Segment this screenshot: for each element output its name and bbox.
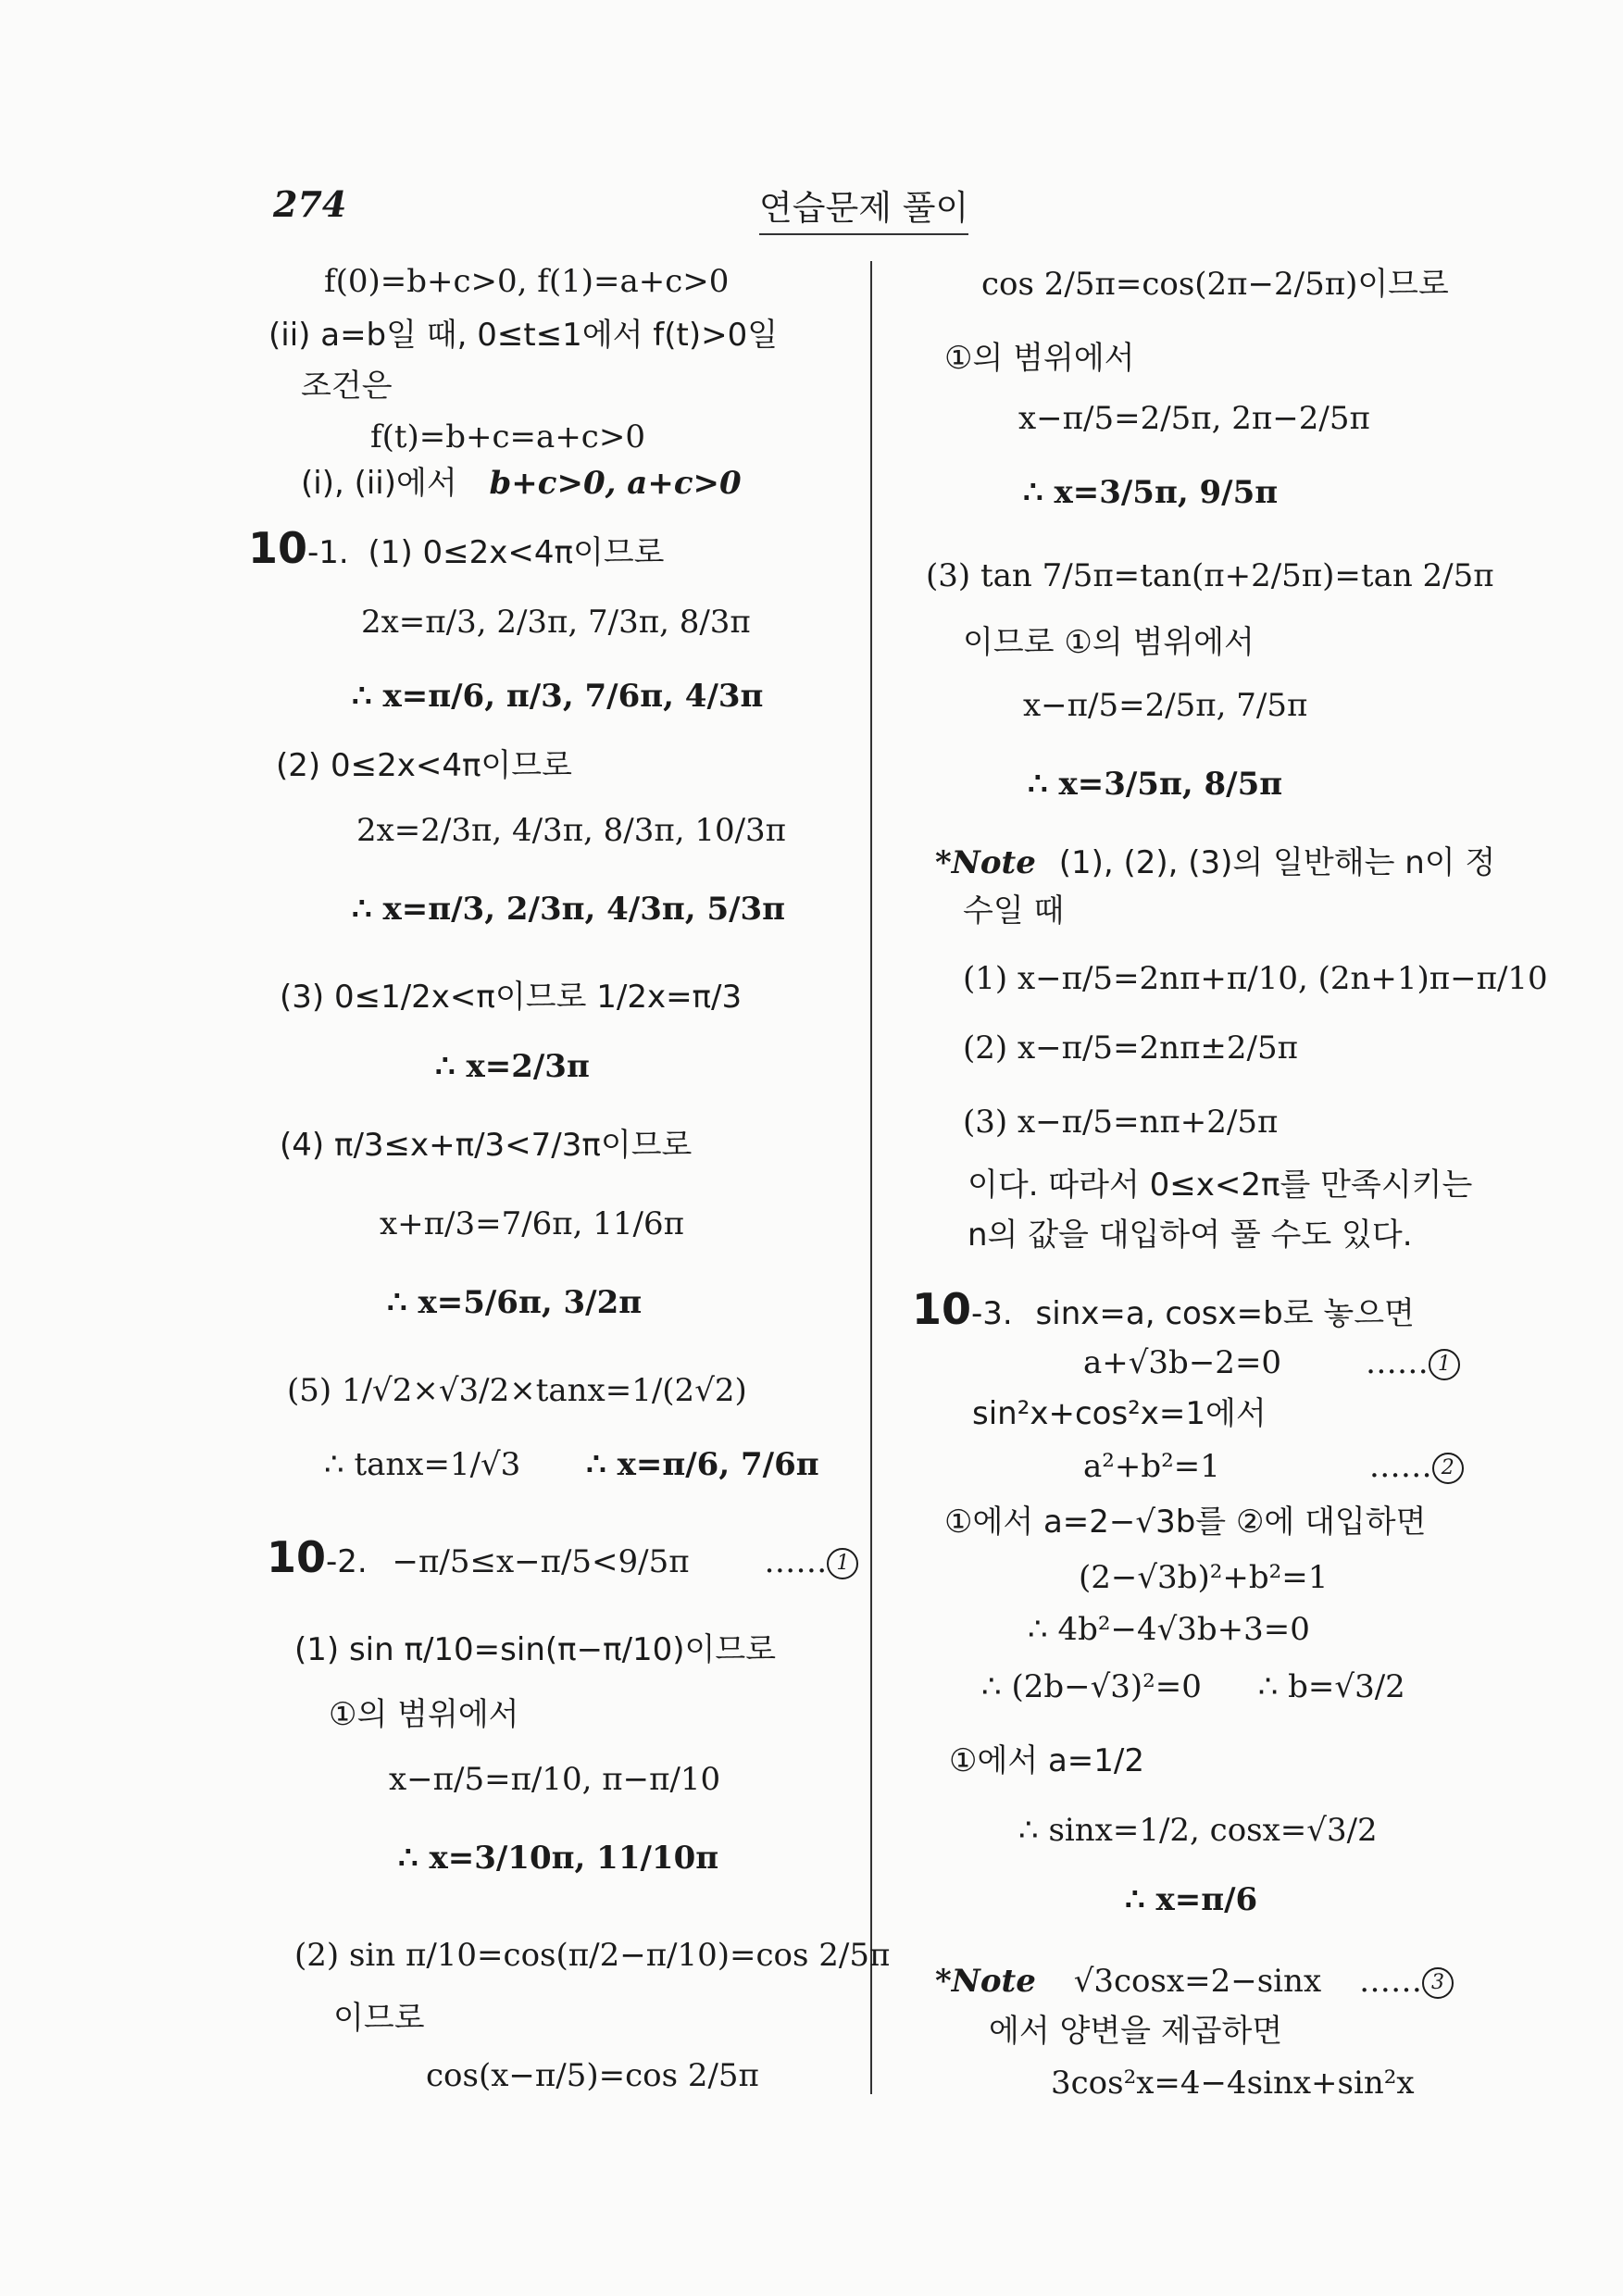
problem-10-3-line-8 <box>981 1666 1405 1707</box>
problem-10-3-line-2 <box>1083 1342 1460 1383</box>
problem-10-3-line-10: ∴ sinx=1/2, cosx=√3/2 <box>1018 1812 1378 1849</box>
problem-10-1-line-10: x+π/3=7/6π, 11/6π <box>380 1205 684 1242</box>
left-line-1: f(0)=b+c>0, f(1)=a+c>0 <box>324 263 730 300</box>
problem-10-1-line-6: ∴ x=π/3, 2/3π, 4/3π, 5/3π <box>352 891 786 928</box>
problem-10-1-line-1: (1) 0≤2x<4π이므로 <box>368 534 665 571</box>
note-1-line-5: (3) x−π/5=nπ+2/5π <box>963 1104 1279 1141</box>
right-line-7: x−π/5=2/5π, 7/5π <box>1023 687 1308 724</box>
problem-10-3-line-3: sin²x+cos²x=1에서 <box>972 1395 1267 1432</box>
circled-one-icon: 1 <box>1429 1349 1460 1380</box>
circled-two-icon: 2 <box>1432 1453 1464 1484</box>
left-line-5-prefix: (i), (ii)에서 <box>301 465 457 502</box>
problem-10-3-line-7: ∴ 4b²−4√3b+3=0 <box>1028 1611 1310 1648</box>
problem-10-2-line-3: ①의 범위에서 <box>329 1696 519 1733</box>
circled-one-icon: 1 <box>827 1548 858 1579</box>
note-1-line-6: 이다. 따라서 0≤x<2π를 만족시키는 <box>968 1167 1473 1204</box>
note-label: *Note <box>935 1963 1036 2000</box>
problem-10-3-line-11: ∴ x=π/6 <box>1125 1881 1258 1918</box>
problem-number: 10 <box>248 523 308 573</box>
problem-10-1-line-11: ∴ x=5/6π, 3/2π <box>387 1284 643 1321</box>
problem-10-2-line-8: cos(x−π/5)=cos 2/5π <box>426 2057 759 2094</box>
problem-10-3-line-6: (2−√3b)²+b²=1 <box>1079 1559 1329 1596</box>
problem-subnumber: -1. <box>307 534 349 571</box>
page-title: 연습문제 풀이 <box>759 180 968 235</box>
dots: …… <box>1368 1448 1432 1485</box>
problem-10-1-line-2: 2x=π/3, 2/3π, 7/3π, 8/3π <box>361 604 751 641</box>
left-line-2: (ii) a=b일 때, 0≤t≤1에서 f(t)>0일 <box>268 317 779 354</box>
problem-10-1-line-12: (5) 1/√2×√3/2×tanx=1/(2√2) <box>287 1372 747 1409</box>
problem-10-1-heading <box>248 523 665 573</box>
right-line-2: ①의 범위에서 <box>944 340 1135 377</box>
right-line-6: 이므로 ①의 범위에서 <box>963 624 1255 661</box>
left-line-3: 조건은 <box>301 368 393 405</box>
problem-subnumber: -3. <box>971 1295 1013 1332</box>
right-line-8: ∴ x=3/5π, 8/5π <box>1028 766 1283 803</box>
note-2-line-1 <box>935 1961 1454 2002</box>
right-line-1: cos 2/5π=cos(2π−2/5π)이므로 <box>981 266 1449 303</box>
problem-10-1-line-13 <box>324 1444 819 1485</box>
problem-10-2-line-6: (2) sin π/10=cos(π/2−π/10)=cos 2/5π <box>294 1937 891 1974</box>
problem-10-1-line-13a: ∴ tanx=1/√3 <box>324 1446 521 1483</box>
problem-10-2-line-2: (1) sin π/10=sin(π−π/10)이므로 <box>294 1631 777 1668</box>
problem-subnumber: -2. <box>326 1543 368 1580</box>
note-label: *Note <box>935 844 1036 881</box>
note-2-eq: √3cosx=2−sinx <box>1073 1963 1322 2000</box>
problem-10-2-line-5: ∴ x=3/10π, 11/10π <box>398 1840 719 1877</box>
problem-10-1-line-4: (2) 0≤2x<4π이므로 <box>276 747 572 784</box>
problem-10-1-line-9: (4) π/3≤x+π/3<7/3π이므로 <box>280 1127 693 1164</box>
problem-10-3-line-5: ①에서 a=2−√3b를 ②에 대입하면 <box>944 1504 1427 1541</box>
problem-number: 10 <box>267 1532 327 1582</box>
problem-10-3-eq-1: a+√3b−2=0 <box>1083 1344 1282 1381</box>
left-line-5 <box>301 463 742 504</box>
left-line-4: f(t)=b+c=a+c>0 <box>370 418 645 455</box>
problem-10-3-line-8b: ∴ b=√3/2 <box>1257 1668 1405 1705</box>
problem-10-3-line-1: sinx=a, cosx=b로 놓으면 <box>1035 1295 1415 1332</box>
problem-number: 10 <box>912 1284 972 1334</box>
right-line-4: ∴ x=3/5π, 9/5π <box>1023 474 1279 511</box>
problem-10-3-eq-2: a²+b²=1 <box>1083 1448 1220 1485</box>
problem-10-3-line-9: ①에서 a=1/2 <box>949 1742 1145 1779</box>
problem-10-2-line-1: −π/5≤x−π/5<9/5π <box>392 1543 690 1580</box>
right-line-3: x−π/5=2/5π, 2π−2/5π <box>1018 400 1370 437</box>
problem-10-1-line-3: ∴ x=π/6, π/3, 7/6π, 4/3π <box>352 678 764 715</box>
note-1-line-4: (2) x−π/5=2nπ±2/5π <box>963 1029 1298 1067</box>
note-1-line-2: 수일 때 <box>963 892 1065 930</box>
page-number: 274 <box>273 183 347 225</box>
problem-10-2-line-4: x−π/5=π/10, π−π/10 <box>389 1761 721 1798</box>
note-1-line-3: (1) x−π/5=2nπ+π/10, (2n+1)π−π/10 <box>963 960 1548 997</box>
problem-10-3-line-4 <box>1083 1446 1464 1487</box>
note-2-line-2: 에서 양변을 제곱하면 <box>989 2013 1283 2050</box>
problem-10-1-line-8: ∴ x=2/3π <box>435 1048 590 1085</box>
dots: …… <box>764 1543 828 1580</box>
note-1-line-1 <box>935 842 1495 883</box>
problem-10-1-line-13b: ∴ x=π/6, 7/6π <box>586 1446 819 1483</box>
problem-10-3-line-8a: ∴ (2b−√3)²=0 <box>981 1668 1202 1705</box>
note-1-line-7: n의 값을 대입하여 풀 수도 있다. <box>968 1217 1413 1254</box>
problem-10-3-heading <box>912 1284 1415 1334</box>
circled-three-icon: 3 <box>1422 1967 1454 1999</box>
problem-10-1-line-7: (3) 0≤1/2x<π이므로 1/2x=π/3 <box>280 979 743 1016</box>
left-line-5-answer: b+c>0, a+c>0 <box>489 465 742 502</box>
dots: …… <box>1365 1344 1429 1381</box>
note-1-text-1: (1), (2), (3)의 일반해는 n이 정 <box>1058 844 1496 881</box>
problem-10-2-line-7: 이므로 <box>333 2000 425 2037</box>
note-2-line-3: 3cos²x=4−4sinx+sin²x <box>1051 2065 1415 2102</box>
right-line-5: (3) tan 7/5π=tan(π+2/5π)=tan 2/5π <box>926 557 1494 594</box>
problem-10-1-line-5: 2x=2/3π, 4/3π, 8/3π, 10/3π <box>356 812 787 849</box>
problem-10-2-heading <box>267 1532 858 1582</box>
column-divider <box>870 261 872 2094</box>
dots: …… <box>1358 1963 1422 2000</box>
